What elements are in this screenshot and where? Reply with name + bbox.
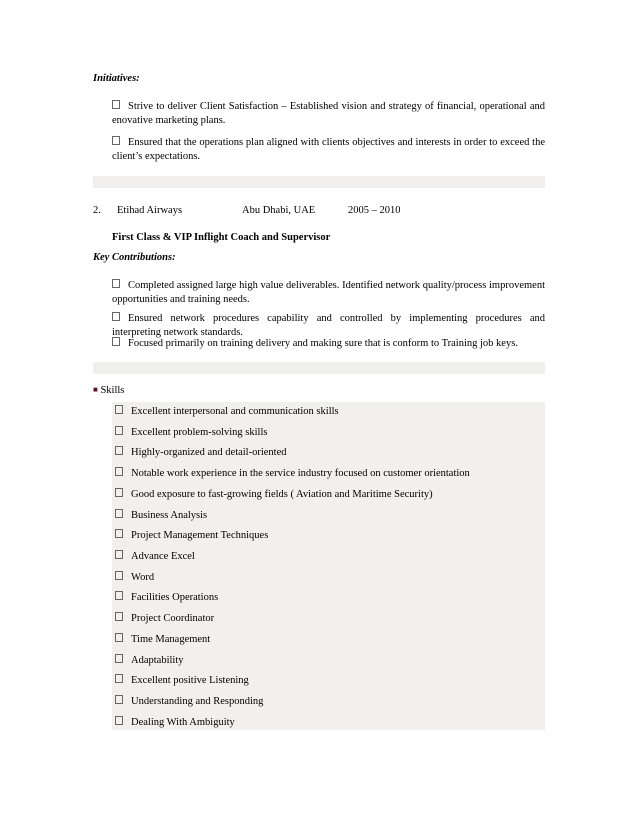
skill-item [112, 424, 544, 442]
checkbox-icon [115, 674, 123, 683]
square-bullet-icon: ■ [93, 385, 98, 394]
skills-heading-text: Skills [100, 385, 125, 396]
job-title: First Class & VIP Inflight Coach and Supervisor [112, 232, 331, 243]
checkbox-icon [112, 312, 120, 321]
skill-item-text: Good exposure to fast-growing fields ( Aviation and Maritime Security) [131, 489, 433, 500]
checkbox-icon [115, 529, 123, 538]
skill-item-text: Facilities Operations [131, 592, 219, 603]
checkbox-icon [115, 550, 123, 559]
checkbox-icon [112, 100, 120, 109]
initiative-item [112, 136, 545, 164]
job-number: 2. [93, 205, 101, 216]
skill-item [112, 672, 544, 690]
skill-item-text: Project Coordinator [131, 613, 215, 624]
skill-item [112, 589, 544, 607]
skill-item-text: Adaptability [131, 655, 184, 666]
contribution-item [112, 337, 552, 351]
checkbox-icon [115, 488, 123, 497]
checkbox-icon [115, 571, 123, 580]
checkbox-icon [115, 509, 123, 518]
skill-item [112, 569, 544, 587]
skill-item-text: Highly-organized and detail-oriented [131, 447, 287, 458]
skill-item [112, 714, 544, 732]
skill-item [112, 465, 544, 483]
skill-item-text: Excellent interpersonal and communication skills [131, 406, 339, 417]
checkbox-icon [115, 446, 123, 455]
job-company: Etihad Airways [117, 205, 183, 216]
checkbox-icon [115, 426, 123, 435]
contribution-item-text: Focused primarily on training delivery and making sure that is conform to Training job keys. [128, 338, 518, 349]
initiative-item-text: Ensured that the operations plan aligned with clients objectives and interests in order to exceed the client’s expectations. [112, 137, 545, 163]
contribution-item [112, 279, 545, 307]
checkbox-icon [115, 654, 123, 663]
skill-item [112, 527, 544, 545]
skill-item-text: Advance Excel [131, 551, 195, 562]
initiative-item-text: Strive to deliver Client Satisfaction – Established vision and strategy of financial, operational and enovative marketing plans. [112, 101, 545, 127]
section-divider-band [93, 176, 545, 188]
skill-item-text: Project Management Techniques [131, 530, 269, 541]
skill-item-text: Notable work experience in the service industry focused on customer orientation [131, 468, 470, 479]
initiative-item [112, 100, 545, 128]
skill-item-text: Time Management [131, 634, 211, 645]
skill-item [112, 652, 544, 670]
skill-item-text: Excellent positive Listening [131, 675, 249, 686]
checkbox-icon [112, 279, 120, 288]
job-dates: 2005 – 2010 [348, 205, 401, 216]
skills-heading [93, 384, 124, 398]
skill-item-text: Understanding and Responding [131, 696, 264, 707]
checkbox-icon [115, 591, 123, 600]
skill-item [112, 693, 544, 711]
skill-item [112, 444, 544, 462]
skill-item [112, 507, 544, 525]
checkbox-icon [115, 716, 123, 725]
skill-item-text: Excellent problem-solving skills [131, 427, 268, 438]
skill-item [112, 548, 544, 566]
checkbox-icon [115, 405, 123, 414]
skill-item-text: Dealing With Ambiguity [131, 717, 235, 728]
skill-item [112, 631, 544, 649]
checkbox-icon [112, 136, 120, 145]
skill-item-text: Business Analysis [131, 510, 208, 521]
checkbox-icon [115, 612, 123, 621]
checkbox-icon [115, 467, 123, 476]
checkbox-icon [115, 695, 123, 704]
skill-item [112, 610, 544, 628]
skill-item-text: Word [131, 572, 155, 583]
contribution-item-text: Completed assigned large high value deliverables. Identified network quality/process improvement opportunities and training needs. [112, 280, 545, 306]
job-location: Abu Dhabi, UAE [242, 205, 316, 216]
key-contributions-heading: Key Contributions: [93, 252, 176, 263]
checkbox-icon [115, 633, 123, 642]
initiatives-heading: Initiatives: [93, 73, 140, 84]
skill-item [112, 486, 544, 504]
contribution-item-text: Ensured network procedures capability and controlled by implementing procedures and interpreting network standards. [112, 313, 545, 339]
section-divider-band [93, 362, 545, 374]
skill-item [112, 403, 544, 421]
checkbox-icon [112, 337, 120, 346]
